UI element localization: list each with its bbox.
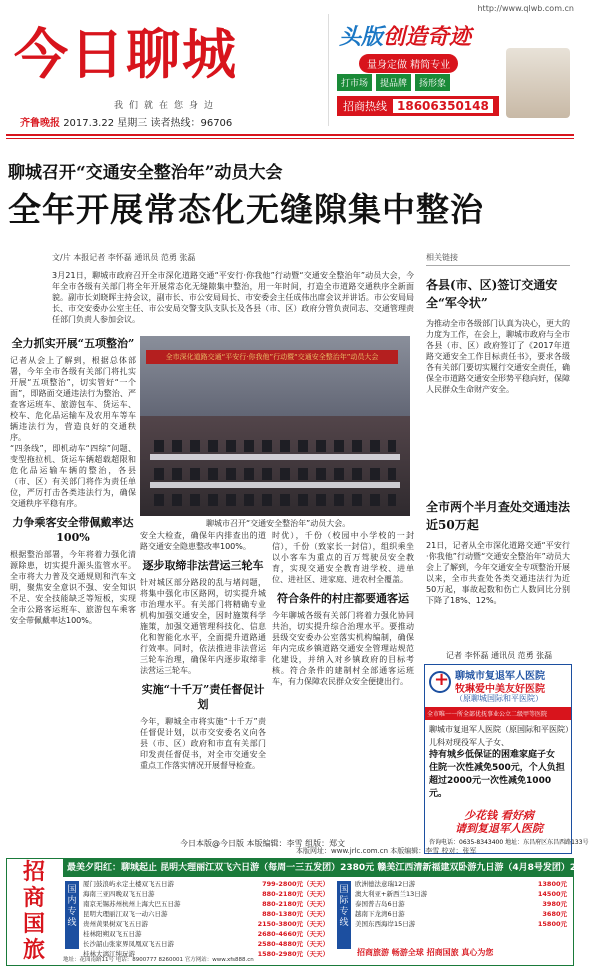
hospital-former-name: （原聊城国际和平医院） [455, 694, 543, 703]
hospital-line: 住院一次性减免500元，个人负担 [429, 763, 565, 773]
article-byline: 文/片 本报记者 李怀磊 通讯员 范勇 张磊 [52, 253, 196, 262]
ad-tag: 扬形象 [415, 74, 450, 91]
section-subhead: 实施“十千万”责任督促计划 [141, 683, 265, 711]
route-item: 桂林大漓江纯玩游 1580-2980元（天天） [83, 950, 329, 958]
page-footer-line: 本版网址：www.jrlc.com.cn 本版编辑：李雪 校对：张军 [296, 847, 477, 855]
masthead-title: 今日聊城 [14, 22, 238, 86]
masthead-slogan: 我们就在您身边 [114, 101, 220, 111]
travel-brand: 招 商 国 旅 [7, 859, 61, 965]
hospital-name-alt: 牧琳爱中美友好医院 [455, 684, 545, 695]
domestic-label: 国内专线 [65, 881, 79, 949]
paragraph: “四条线”，即机动车“四综”问题、变型拖拉机、货运车辆超载超限和危化品运输车辆的整治，各县（市、区）有关部门将作为责任单位，严厉打击各类违法行为，确保交通秩序平稳有序。 [10, 444, 136, 508]
sidebar-paragraph: 21日，记者从全市深化道路交通“平安行·你我他”行动暨“交通安全整治年”动员大会上了解到，今年交通安全专项整治开展以来，全市共查处各类交通违法行为近50万起，事故起数和伤亡人数同比分别下降了18%、12%。 [426, 541, 570, 605]
route-item: 海南三亚四晚双飞五日游 880-2180元（天天） [83, 890, 329, 898]
route-item: 昆明大理丽江双飞一动六日游 880-1380元（天天） [83, 910, 329, 918]
site-url[interactable]: http://www.qlwb.com.cn [477, 4, 574, 13]
hospital-body [429, 723, 569, 801]
paragraph: 根据整治部署，今年将着力强化清源除患，切实提升源头监管水平。全市将大力普及交通规则和汽车文明，聚焦安全意识不强、安全知识不足、安全技能缺乏等短板，实现全市公路客运班车、旅游包车乘客安全带佩戴率达100%。 [10, 550, 136, 625]
hospital-slogan: 少花钱 看好病 请到复退军人医院 [455, 809, 543, 835]
photo-banner: 全市深化道路交通“平安行·你我他”行动暨“交通安全整治年”动员大会 [146, 350, 398, 364]
route-item: 澳大利亚+新西兰13日游 14500元 [355, 890, 567, 898]
paragraph: 安全大检查，确保年内排查出的道路交通安全隐患整改率100%。 [140, 531, 266, 551]
masthead [6, 14, 574, 134]
reader-hotline: 读者热线：96706 [150, 118, 233, 129]
ad-tag: 打市场 [337, 74, 372, 91]
route-item: 厦门鼓浪屿永定土楼双飞五日游 799-2800元（天天） [83, 880, 329, 888]
paragraph: 时优），千份（校园中小学校的一封信），千份（致家长一封信），组织乘坐以小客车为重点的百万驾驶员安全教育，实现交通安全教育进学校、进单位、进社区、进家庭、进农村全覆盖。 [272, 531, 414, 584]
photo-table-row [150, 454, 400, 460]
hospital-phone: 咨询电话：0635-8343400 地址：东昌府区东昌西路133号 [429, 839, 589, 846]
photo-caption: 聊城市召开“交通安全整治年”动员大会。 [206, 519, 351, 528]
masthead-info [20, 114, 232, 129]
travel-advertisement[interactable] [6, 858, 604, 966]
article-kicker: 聊城召开“交通安全整治年”动员大会 [8, 163, 283, 183]
hospital-line: 聊城市复退军人医院（原国际和平医院）儿科对现役军人子女、 [429, 725, 569, 747]
route-item: 长沙韶山张家界凤凰双飞五日游 2580-4880元（天天） [83, 940, 329, 948]
route-item: 贵州黄果树双飞五日游 2150-3800元（天天） [83, 920, 329, 928]
article-lead: 3月21日，聊城市政府召开全市深化道路交通“平安行·你我他”行动暨“交通安全整治年”动员大会，今年全市各级有关部门将全年开展常态化无缝隙集中整治，用一年时间，打造全市道路交通秩序全新面貌。副市长刘晓晖主持会议，副市长、市公安局局长、市安委会主任成伟出席会议并讲话。市公安局局长、市交安委办公室主任、市公安局交警支队支队长及各县（市、区）政府分管负责同志、交通管理责任部门负责人参加会议。 [52, 271, 414, 324]
travel-top-banner: 最美夕阳红：聊城起止 昆明大理丽江双飞六日游（每周一三五发团）2380元 赣美江西清新福建双卧游九日游（4月8号发团）2980元 [63, 859, 573, 877]
related-links-label: 相关链接 [426, 252, 570, 266]
photo-table-row [150, 482, 400, 488]
ad-tag: 提品牌 [376, 74, 411, 91]
route-item: 泰国普吉岛6日游 3980元 [355, 900, 567, 908]
route-item: 越南下龙湾6日游 3680元 [355, 910, 567, 918]
top-advertisement[interactable] [328, 14, 574, 126]
ad-people-image [506, 48, 570, 118]
international-label: 国际专线 [337, 881, 351, 949]
section-subhead: 逐步取缔非法营运三轮车 [142, 559, 264, 572]
left-column [10, 332, 136, 626]
section-subhead: 符合条件的村庄都要通客运 [277, 592, 409, 605]
photo-attendees [154, 494, 396, 506]
paragraph: 记者从会上了解到，根据总体部署，今年全市各级有关部门将扎实开展“五项整治”，切实管好“一个面”，即路面交通违法行为整治、严查客运班车、旅游包车、货运车、校车、危化品运输车及农用车等车辆违法行为，营造良好的交通秩序。 [10, 356, 136, 442]
domestic-route-list [83, 879, 333, 959]
sidebar-paragraph: 为推动全市各级部门认真为决心，更大的力度为工作，在会上，聊城市政府与全市各县（市、区）政府签订了《2017年道路交通安全工作目标责任书》，要求各级各有关部门要切实履行交通安全责任，确保全市道路交通安全形势平稳向好，保障人民群众生命财产安全。 [426, 319, 570, 394]
paragraph: 针对城区部分路段的乱与堵问题，将集中强化市区路网，切实提升城市治理水平。有关部门将精确专业机构加强交通安全，因时施策科学施策，加强交通管理科技化、信息化和智能化水平，全面提升道路通行效率。同时，依法推进非法营运三轮车治理，确保年内逐步取缔非法营运三轮车。 [140, 578, 266, 675]
issue-weekday: 星期三 [117, 118, 148, 129]
hospital-line: 超过2000元一次性减免1000元。 [429, 776, 552, 799]
hospital-name: 聊城市复退军人医院 [455, 671, 545, 682]
travel-slogan: 招商旅游 畅游全球 招商国旅 真心为您 [357, 948, 494, 957]
travel-contact: 地址：花园南路11号 电话：8900777 8260001 官方网站：www.xfs888.cn [63, 957, 254, 963]
ad-tags [337, 74, 450, 91]
sidebar-headline: 全市两个半月查处交通违法近50万起 [426, 500, 571, 532]
sidebar-byline: 记者 李怀磊 通讯员 范勇 张磊 [446, 651, 553, 660]
route-item: 欧洲德法意瑞12日游 13800元 [355, 880, 567, 888]
hospital-advertisement[interactable] [424, 664, 589, 854]
hospital-cross-icon [429, 671, 451, 693]
paper-name: 齐鲁晚报 [20, 118, 60, 129]
international-route-list [355, 879, 569, 929]
middle-column [140, 530, 266, 771]
section-subhead: 力争乘客安全带佩戴率达100% [12, 516, 134, 544]
section-subhead: 全力抓实开展“五项整治” [11, 337, 135, 350]
hospital-strip: 全市唯一一所全部优抚事业公立二级甲等医院 [425, 707, 571, 720]
photo-attendees [154, 440, 396, 452]
masthead-rule-thin [6, 138, 574, 139]
photo-attendees [154, 468, 396, 480]
article-end-credit: 今日本版@今日版 本版编辑：李雪 组版：郑文 [180, 839, 346, 848]
issue-date: 2017.3.22 [63, 118, 115, 129]
article-headline: 全年开展常态化无缝隙集中整治 [8, 190, 484, 229]
paragraph: 今年，聊城全市将实施“十千万”责任督促计划，以市交安委名义向各县（市、区）政府和市直有关部门印发责任督促书，对全市交通安全重点工作落实情况开展督导检查。 [140, 717, 266, 770]
ad-pill: 量身定做 精简专业 [359, 54, 458, 73]
third-column [272, 530, 414, 687]
route-item: 桂林阳朔双飞五日游 2680-4660元（天天） [83, 930, 329, 938]
route-item: 美国东西海岸15日游 15800元 [355, 920, 567, 928]
masthead-rule [6, 134, 574, 136]
meeting-photo [140, 336, 410, 516]
hospital-line: 持有城乡低保证的困难家庭子女 [429, 750, 556, 760]
paragraph: 今年聊城各级有关部门将着力强化协同共治，切实提升综合治理水平。要推动县级交安委办公室落实机构编制，确保年内完成乡镇道路交通安全管理站规范化建设，并纳入对乡镇政府的目标考核。符合条件的建制村全部通客运班车，有力保障农民群众安全便捷出行。 [272, 611, 414, 686]
ad-headline: 头版创造奇迹 [339, 25, 472, 50]
ad-phone: 招商热线 18606350148 [337, 96, 499, 116]
route-item: 南京无锡苏州杭州上海大巴五日游 880-2180元（天天） [83, 900, 329, 908]
sidebar-headline: 各县(市、区)签订交通安全“军令状” [426, 278, 558, 310]
